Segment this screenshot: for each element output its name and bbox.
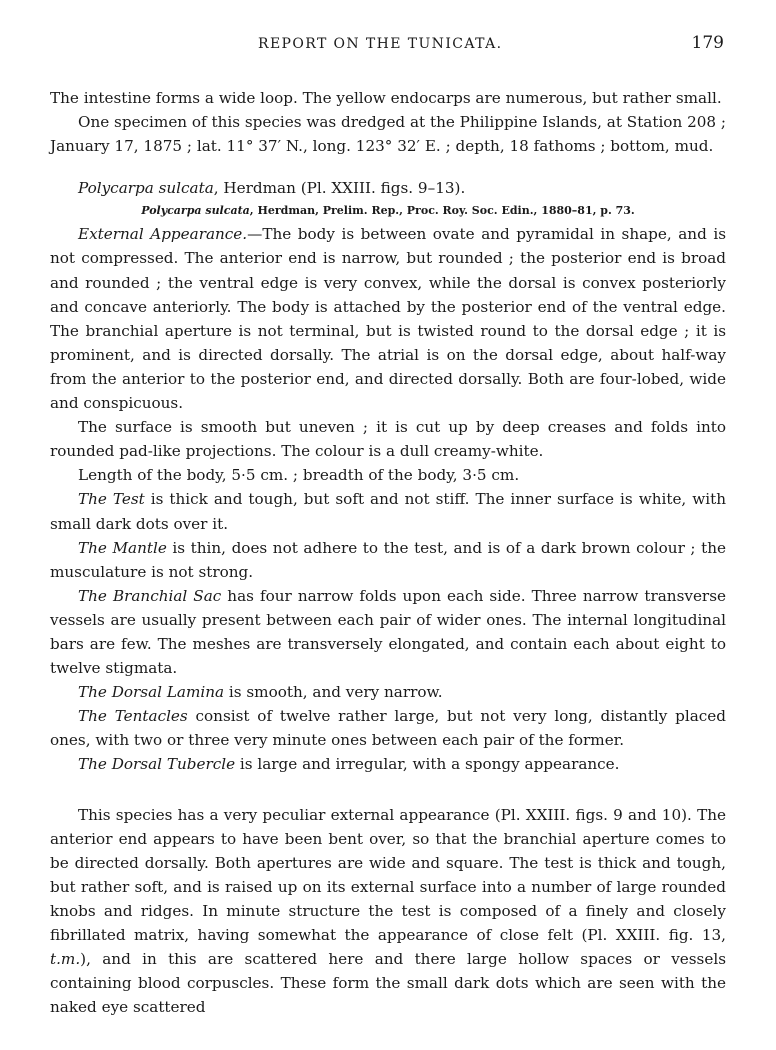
paragraph-tubercle bbox=[50, 752, 726, 776]
description-abbreviation: t.m. bbox=[50, 950, 81, 969]
test-text: is thick and tough, but soft and not stiff. The inner surface is white, with small dark dots over it. bbox=[50, 490, 727, 533]
tentacles-label: The Tentacles bbox=[78, 707, 188, 726]
paragraph-external bbox=[50, 222, 726, 415]
paragraph-branchial bbox=[50, 584, 726, 680]
paragraph-description bbox=[50, 803, 726, 1020]
body-text bbox=[50, 86, 726, 1019]
paragraph-lamina bbox=[50, 680, 726, 704]
citation-name: Polycarpa sulcata bbox=[141, 204, 250, 218]
paragraph-surface: The surface is smooth but uneven ; it is cut up by deep creases and folds into rounded pad-like projections. The colour is a dull creamy-white. bbox=[50, 418, 726, 461]
external-label: External Appearance. bbox=[78, 225, 248, 244]
paragraph-tentacles bbox=[50, 704, 726, 752]
paragraph-locality: One specimen of this species was dredged at the Philippine Islands, at Station 208 ; January 17, 1875 ; lat. 11° 37′ N., long. 123° 32′ E. ; depth, 18 fathoms ; bottom, mud. bbox=[50, 113, 726, 156]
mantle-text: is thin, does not adhere to the test, and is of a dark brown colour ; the musculature is not strong. bbox=[50, 538, 727, 581]
test-label: The Test bbox=[78, 490, 145, 509]
citation-rest: , Herdman, Prelim. Rep., Proc. Roy. Soc. Edin., 1880–81, p. 73. bbox=[249, 204, 635, 218]
description-part-b: ), and in this are scattered here and there large hollow spaces or vessels containing blood corpuscles. These form the small dark dots which are seen with the naked eye scattered bbox=[50, 950, 726, 1017]
species-name: Polycarpa sulcata bbox=[78, 179, 214, 198]
branchial-label: The Branchial Sac bbox=[78, 586, 222, 605]
tentacles-text: consist of twelve rather large, but not very long, distantly placed ones, with two or three very minute ones between each pair of the former. bbox=[50, 707, 727, 750]
paragraph-mantle bbox=[50, 536, 726, 584]
tubercle-text: is large and irregular, with a spongy appearance. bbox=[235, 755, 620, 774]
species-heading bbox=[50, 176, 726, 200]
species-author: , Herdman (Pl. XXIII. figs. 9–13). bbox=[213, 179, 466, 198]
branchial-text: has four narrow folds upon each side. Three narrow transverse vessels are usually present between each pair of wider ones. The internal longitudinal bars are few. The meshes are transversely elongated, and contain each about eight to twelve stigmata. bbox=[50, 586, 726, 678]
running-head: REPORT ON THE TUNICATA. bbox=[258, 36, 503, 52]
mantle-label: The Mantle bbox=[78, 538, 167, 557]
page-number: 179 bbox=[691, 33, 724, 53]
citation bbox=[50, 202, 726, 220]
paragraph-intestine: The intestine forms a wide loop. The yellow endocarps are numerous, but rather small. bbox=[50, 89, 722, 107]
lamina-label: The Dorsal Lamina bbox=[78, 683, 225, 702]
tubercle-label: The Dorsal Tubercle bbox=[78, 755, 236, 774]
paragraph-test bbox=[50, 487, 726, 535]
paragraph-length: Length of the body, 5·5 cm. ; breadth of the body, 3·5 cm. bbox=[78, 466, 520, 485]
description-part-a: This species has a very peculiar external appearance (Pl. XXIII. figs. 9 and 10). The anterior end appears to have been bent over, so that the branchial aperture comes to be directed dorsally. Both apertures are wide and square. The test is thick and tough, but rather soft, and is raised up on its external surface into a number of large rounded knobs and ridges. In minute structure the test is composed of a finely and closely fibrillated matrix, having somewhat the appearance of close felt (Pl. XXIII. fig. 13, bbox=[50, 805, 726, 944]
lamina-text: is smooth, and very narrow. bbox=[224, 683, 443, 702]
external-text: —The body is between ovate and pyramidal in shape, and is not compressed. The anterior end is narrow, but rounded ; the posterior end is broad and rounded ; the ventral edge is very convex, while the dorsal is convex posteriorly and concave anteriorly. The body is attached by the posterior end of the ventral edge. The branchial aperture is not terminal, but is twisted round to the dorsal edge ; it is prominent, and is directed dorsally. The atrial is on the dorsal edge, about half-way from the anterior to the posterior end, and directed dorsally. Both are four-lobed, wide and conspicuous. bbox=[50, 225, 726, 413]
